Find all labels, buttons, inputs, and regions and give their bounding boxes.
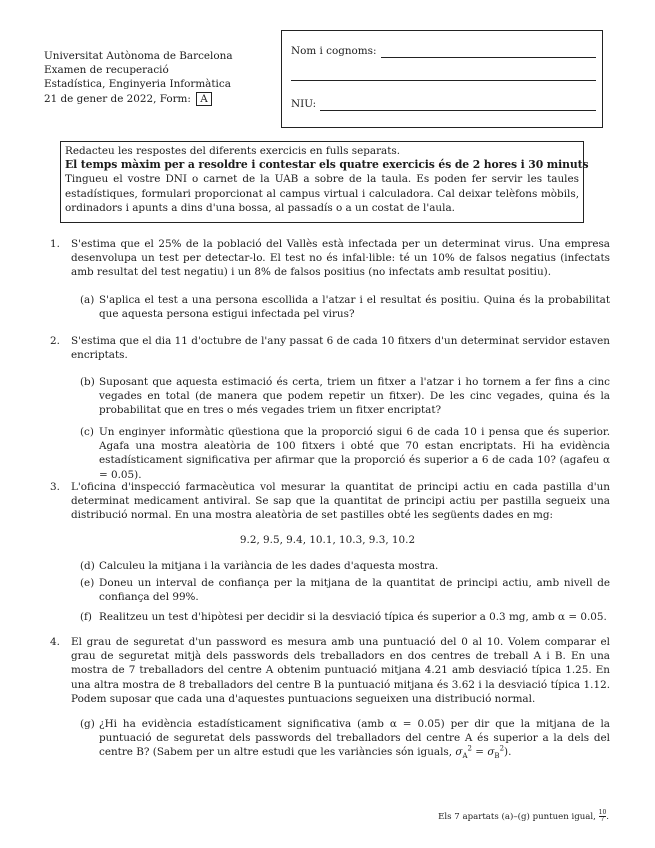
- part-text: Suposant que aquesta estimació és certa, triem un fitxer a l'atzar i ho tornem a fer fins a cinc vegades en total (de manera que podem repetir un fitxer). De les cinc vegades, quina és la probabilitat que en tres o més vegades triem un fitxer encriptat?: [99, 376, 610, 417]
- university-name: Universitat Autònoma de Barcelona: [44, 50, 233, 62]
- course-name: Estadística, Enginyeria Informàtica: [44, 78, 231, 91]
- part-f: [80, 610, 610, 624]
- part-label: (a): [80, 294, 95, 306]
- exercise-number: 2.: [50, 335, 60, 347]
- exercise-number: 4.: [50, 636, 60, 648]
- exam-date: 21 de gener de 2022, Form:: [44, 92, 191, 105]
- part-label: (b): [80, 376, 95, 388]
- instructions-rules: Tingueu el vostre DNI o carnet de la UAB a sobre de la taula. Es poden fer servir les taules estadístiques, formulari proporcionat al campus virtual i calculadora. Cal deixar telèfons mòbils, ordinadors i apunts a dins d'una bossa, al passadís o a un costat de l'aula.: [65, 173, 579, 214]
- exercise-statement: L'oficina d'inspecció farmacèutica vol mesurar la quantitat de principi actiu en cada pastilla d'un determinat medicament antiviral. Se sap que la quantitat de principi actiu per pastilla segueix una distribució normal. En una mostra aleatòria de set pastilles obté les següents dades en mg:: [71, 481, 610, 522]
- name-field-line-2[interactable]: [291, 80, 596, 81]
- instructions-time-limit: El temps màxim per a resoldre i contestar els quatre exercicis és de 2 hores i 30 minuts: [65, 158, 589, 172]
- part-label: (d): [80, 560, 95, 572]
- exam-header: [44, 49, 274, 106]
- part-e: [80, 576, 610, 604]
- scoring-text: Els 7 apartats (a)–(g) puntuen igual,: [438, 812, 596, 822]
- name-field[interactable]: [381, 47, 597, 58]
- niu-label: NIU:: [291, 98, 317, 110]
- part-text: Calculeu la mitjana i la variància de les dades d'aquesta mostra.: [99, 560, 439, 572]
- scoring-note: Els 7 apartats (a)–(g) puntuen igual, $\frac{10}{7}$ .: [438, 809, 609, 823]
- part-label: (f): [80, 611, 92, 623]
- instructions-box: [60, 141, 589, 223]
- form-letter-box: A: [196, 92, 212, 106]
- part-label: (e): [80, 577, 95, 589]
- part-text: ¿Hi ha evidència estadísticament significativa (amb α = 0.05) per dir que la mitjana de la puntuació de seguretat dels passwords del treballadors del centre A és superior a la dels del centre B? (Sabem per un altre estudi que les variàncies són iguals, $\sigma_A^2 = \sigma_B^2$).: [99, 718, 610, 761]
- part-b: [80, 375, 610, 418]
- instructions-line-1: Redacteu les respostes del diferents exercicis en fulls separats.: [65, 145, 401, 157]
- exercise-1: [50, 237, 610, 280]
- part-text: Realitzeu un test d'hipòtesi per decidir si la desviació típica és superior a 0.3 mg, amb α = 0.05.: [99, 611, 607, 623]
- variance-formula: $\sigma_A^2 = \sigma_B^2$: [455, 744, 505, 761]
- name-label: Nom i cognoms:: [291, 45, 377, 57]
- niu-field[interactable]: [320, 100, 596, 111]
- part-d: [80, 559, 610, 573]
- part-c: [80, 425, 610, 482]
- part-text: Doneu un interval de confiança per la mitjana de la quantitat de principi actiu, amb nivell de confiança del 99%.: [99, 577, 610, 604]
- exam-title: Examen de recuperació: [44, 64, 169, 77]
- exercise-2: [50, 334, 610, 362]
- exercise-statement: S'estima que el 25% de la població del Vallès està infectada per un determinat virus. Una empresa desenvolupa un test per detectar-lo. El test no és infal·lible: té un 10% de falsos negatius (infectats amb resultat del test negatiu) i un 8% de falsos positius (no infectats amb resultat positiu).: [71, 238, 610, 279]
- part-text: S'aplica el test a una persona escollida a l'atzar i el resultat és positiu. Quina és la probabilitat que aquesta persona estigui infectada pel virus?: [99, 294, 610, 321]
- niu-row: [291, 97, 596, 111]
- sample-data: 9.2, 9.5, 9.4, 10.1, 10.3, 9.3, 10.2: [239, 534, 416, 546]
- exercise-4: [50, 635, 610, 706]
- exam-date-form: [44, 92, 274, 106]
- score-fraction: $\frac{10}{7}$: [598, 809, 607, 823]
- part-label: (g): [80, 718, 95, 730]
- student-id-box: [281, 30, 603, 128]
- exercise-statement: El grau de seguretat d'un password es mesura amb una puntuació del 0 al 10. Volem comparar el grau de seguretat mitjà dels passwords dels treballadors en dos centres de treball A i B. En una mostra de 7 treballadors del centre A obtenim puntuació mitjana 4.21 amb desviació típica 1.25. En una altra mostra de 8 treballadors del centre B la puntuació mitjana és 3.62 i la desviació típica 1.12. Podem suposar que cada una d'aquestes puntuacions segueixen una distribució normal.: [71, 636, 610, 705]
- exercise-statement: S'estima que el dia 11 d'octubre de l'any passat 6 de cada 10 fitxers d'un determinat servidor estaven encriptats.: [71, 335, 610, 362]
- exercise-number: 1.: [50, 238, 60, 250]
- part-label: (c): [80, 426, 94, 438]
- part-g-text: ¿Hi ha evidència estadísticament significativa (amb α = 0.05) per dir que la mitjana de la puntuació de seguretat dels passwords del treballadors del centre A és superior a la dels del centre B? (Sabem per un altre estudi que les variàncies són iguals,: [99, 718, 610, 759]
- part-g: [80, 717, 610, 760]
- exercise-3: [50, 480, 610, 523]
- exercise-number: 3.: [50, 481, 60, 493]
- part-text: Un enginyer informàtic qüestiona que la proporció sigui 6 de cada 10 i pensa que és superior. Agafa una mostra aleatòria de 100 fitxers i obté que 70 estan encriptats. Hi ha evidència estadísticament significativa per afirmar que la proporció és superior a 6 de cada 10? (agafeu α = 0.05).: [99, 426, 610, 481]
- part-a: [80, 293, 610, 321]
- name-row: [291, 44, 596, 58]
